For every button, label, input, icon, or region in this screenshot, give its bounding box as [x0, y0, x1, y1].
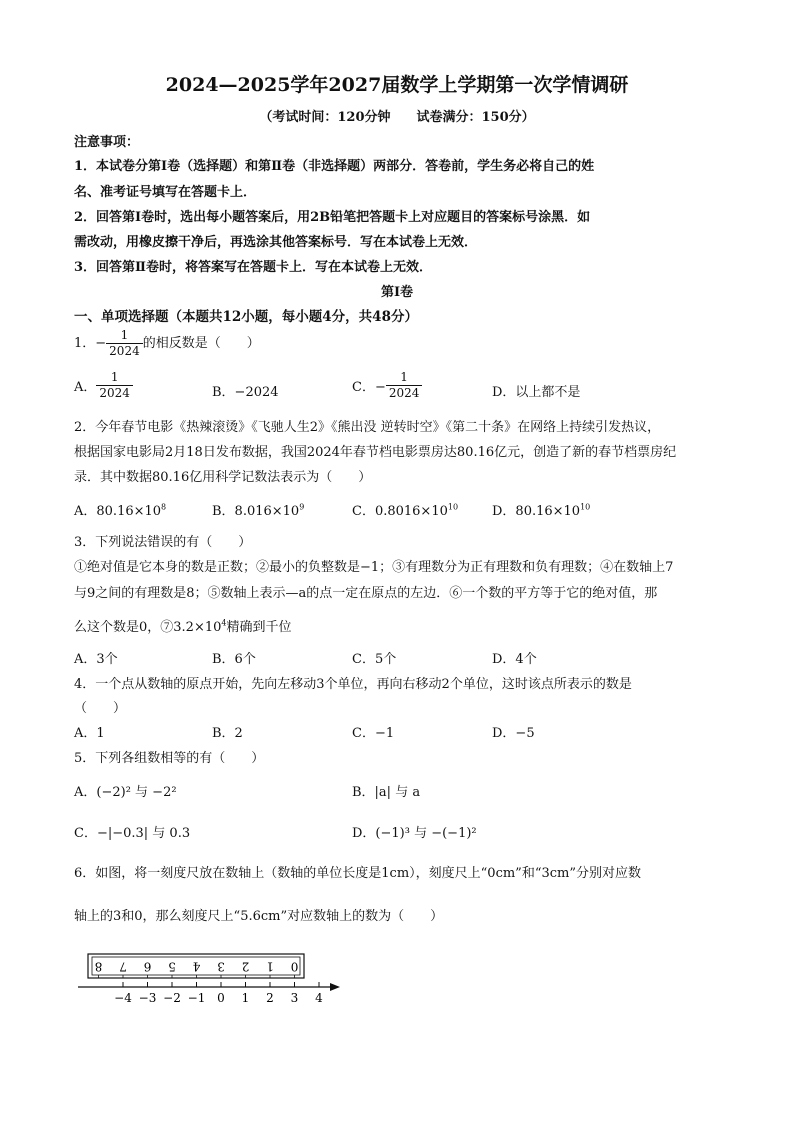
- q3-option-d: D．4个: [492, 652, 537, 667]
- axis-tick-label: −1: [187, 991, 206, 1005]
- notice-item-2b: 需改动，用橡皮擦干净后，再选涂其他答案标号．写在本试卷上无效．: [74, 235, 478, 250]
- q2-b-text: B．8.016×10: [212, 504, 300, 519]
- q1-c-label: C．−: [352, 380, 386, 395]
- q1-option-b: B．−2024: [212, 385, 279, 400]
- axis-tick-label: 3: [290, 991, 299, 1005]
- q2-b-exp: 9: [299, 502, 305, 512]
- q4-option-a: A．1: [74, 726, 105, 741]
- q1-num: 1: [106, 328, 143, 344]
- axis-tick-label: 2: [266, 991, 274, 1005]
- notice-heading: 注意事项：: [74, 135, 140, 150]
- ruler-label: 3: [217, 959, 225, 974]
- q1-prefix: 1．−: [74, 336, 107, 351]
- q1-a-num: 1: [96, 370, 133, 386]
- exam-title: 2024—2025学年2027届数学上学期第一次学情调研: [165, 74, 629, 96]
- axis-labels: [114, 991, 323, 1005]
- q3-option-b: B．6个: [212, 652, 256, 667]
- q2-line-1: 2．今年春节电影《热辣滚烫》《飞驰人生2》《熊出没 逆转时空》《第二十条》在网络上持续引发热议，: [74, 420, 661, 435]
- q2-option-b: [212, 500, 304, 519]
- q1-c-den: 2024: [388, 386, 420, 400]
- q2-option-d: [492, 500, 590, 519]
- axis-tick-label: 1: [241, 991, 250, 1005]
- axis-tick-label: 4: [315, 991, 323, 1005]
- axis-arrow-icon: [330, 983, 340, 991]
- q4-line-2: （ ）: [74, 701, 127, 716]
- q3-line-3a: 么这个数是0，⑦3.2×10: [74, 620, 222, 635]
- q5-option-b: B．|a| 与 a: [352, 785, 421, 800]
- q2-d-exp: 10: [580, 502, 591, 512]
- axis-tick-label: −4: [114, 991, 132, 1005]
- q2-d-text: D．80.16×10: [492, 504, 581, 519]
- question-1: [74, 328, 260, 359]
- q1-c-num: 1: [386, 370, 423, 386]
- q3-stem: 3．下列说法错误的有（ ）: [74, 535, 252, 550]
- q6-line-1: 6．如图，将一刻度尺放在数轴上（数轴的单位长度是1cm），刻度尺上“0cm”和“3cm”分别对应数: [74, 866, 641, 881]
- q2-line-3: 录．其中数据80.16亿用科学记数法表示为（ ）: [74, 470, 372, 485]
- q1-option-a: [74, 370, 133, 401]
- q4-option-d: D．−5: [492, 726, 535, 741]
- q6-line-2: 轴上的3和0，那么刻度尺上“5.6cm”对应数轴上的数为（ ）: [74, 909, 444, 924]
- q3-option-a: A．3个: [74, 652, 118, 667]
- q4-option-b: B．2: [212, 726, 243, 741]
- ruler-label: 1: [266, 959, 274, 974]
- axis-tick-label: −2: [163, 991, 181, 1005]
- ruler-number-line-figure: [74, 950, 354, 1010]
- ruler-label: 0: [290, 959, 299, 974]
- notice-item-1a: 1．本试卷分第Ⅰ卷（选择题）和第Ⅱ卷（非选择题）两部分．答卷前，学生务必将自己的姓: [74, 159, 595, 174]
- ruler-labels: [95, 960, 299, 974]
- q4-option-c: C．−1: [352, 726, 395, 741]
- q1-den: 2024: [109, 344, 140, 358]
- notice-item-3: 3．回答第Ⅱ卷时，将答案写在答题卡上．写在本试卷上无效．: [74, 260, 433, 275]
- q1-fraction: [106, 328, 143, 359]
- q2-line-2: 根据国家电影局2月18日发布数据，我国2024年春节档电影票房达80.16亿元，创造了新的春节档票房纪: [74, 445, 677, 460]
- ruler-label: 7: [119, 959, 127, 974]
- part-heading: 第Ⅰ卷: [380, 285, 414, 300]
- q1-a-den: 2024: [99, 386, 130, 400]
- q2-a-exp: 8: [161, 502, 167, 512]
- q3-line-3-exp: 4: [221, 618, 227, 628]
- q2-c-exp: 10: [447, 502, 459, 512]
- axis-ticks: [123, 982, 319, 987]
- q5-option-c: C．−|−0.3| 与 0.3: [74, 826, 191, 841]
- notice-item-1b: 名、准考证号填写在答题卡上．: [74, 185, 257, 200]
- q2-option-c: [352, 500, 458, 519]
- ruler-label: 4: [192, 959, 201, 974]
- axis-tick-label: 0: [217, 991, 225, 1005]
- q5-option-d: D．(−1)³ 与 −(−1)²: [352, 826, 477, 841]
- q4-line-1: 4．一个点从数轴的原点开始，先向左移动3个单位，再向右移动2个单位，这时该点所表示的数是: [74, 677, 632, 692]
- q2-c-text: C．0.8016×10: [352, 504, 448, 519]
- ruler-label: 5: [168, 959, 176, 974]
- q1-a-label: A．: [74, 380, 97, 395]
- q5-stem: 5．下列各组数相等的有（ ）: [74, 751, 265, 766]
- ruler-label: 6: [143, 959, 152, 974]
- q5-option-a: A．(−2)² 与 −2²: [74, 785, 177, 800]
- axis-tick-label: −3: [138, 991, 157, 1005]
- section-heading: 一、单项选择题（本题共12小题，每小题4分，共48分）: [74, 309, 418, 325]
- q2-option-a: [74, 500, 166, 519]
- ruler-label: 2: [241, 959, 250, 974]
- q3-line-2: 与9之间的有理数是8；⑤数轴上表示—a的点一定在原点的左边．⑥一个数的平方等于它的绝对值，那: [74, 586, 658, 601]
- q3-option-c: C．5个: [352, 652, 397, 667]
- q3-line-1: ①绝对值是它本身的数是正数；②最小的负整数是−1；③有理数分为正有理数和负有理数；④在数轴上7: [74, 560, 674, 575]
- q1-option-c: [352, 370, 422, 401]
- notice-item-2a: 2．回答第Ⅰ卷时，选出每小题答案后，用2B铅笔把答题卡上对应题目的答案标号涂黑．如: [74, 210, 591, 225]
- q3-line-3: [74, 616, 292, 635]
- q1-suffix: 的相反数是（ ）: [142, 336, 260, 351]
- q2-a-text: A．80.16×10: [74, 504, 162, 519]
- ruler-label: 8: [94, 959, 103, 974]
- q3-line-3b: 精确到千位: [226, 620, 292, 635]
- exam-subtitle: （考试时间：120分钟 试卷满分：150分）: [259, 110, 535, 125]
- q1-option-d: D．以上都不是: [492, 385, 581, 400]
